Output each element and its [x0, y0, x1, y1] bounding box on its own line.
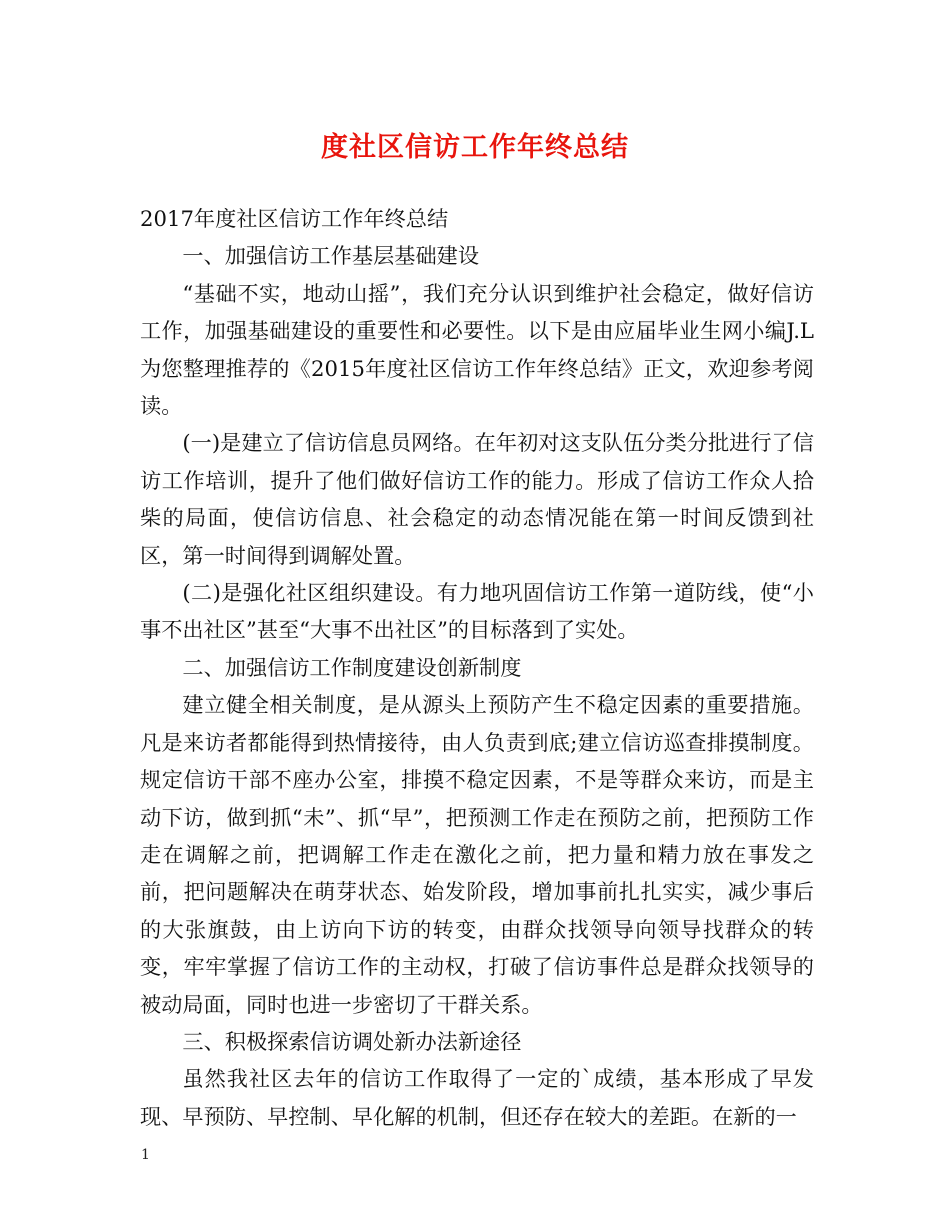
- section-heading-1: 一、加强信访工作基层基础建设: [182, 243, 480, 269]
- paragraph: “基础不实，地动山摇”，我们充分认识到维护社会稳定，做好信访工作，加强基础建设的重要性和必要性。以下是由应届毕业生网小编J.L为您整理推荐的《2015年度社区信访工作年终总结》正文，欢迎参考阅读。: [140, 280, 814, 419]
- paragraph: (二)是强化社区组织建设。有力地巩固信访工作第一道防线，使“小事不出社区”甚至“大事不出社区”的目标落到了实处。: [140, 580, 814, 643]
- document-body: [140, 200, 814, 1135]
- paragraph: (一)是建立了信访信息员网络。在年初对这支队伍分类分批进行了信访工作培训，提升了他们做好信访工作的能力。形成了信访工作众人拾柴的局面，使信访信息、社会稳定的动态情况能在第一时间反馈到社区，第一时间得到调解处置。: [140, 430, 814, 568]
- section-heading-3: 三、积极探索信访调处新办法新途径: [182, 1028, 522, 1054]
- paragraph: 建立健全相关制度，是从源头上预防产生不稳定因素的重要措施。凡是来访者都能得到热情接待，由人负责到底;建立信访巡查排摸制度。规定信访干部不座办公室，排摸不稳定因素，不是等群众来访，而是主动下访，做到抓“未”、抓“早”，把预测工作走在预防之前，把预防工作走在调解之前，把调解工作走在激化之前，把力量和精力放在事发之前，把问题解决在萌芽状态、始发阶段，增加事前扎扎实实，减少事后的大张旗鼓，由上访向下访的转变，由群众找领导向领导找群众的转变，牢牢掌握了信访工作的主动权，打破了信访事件总是群众找领导的被动局面，同时也进一步密切了干群关系。: [140, 692, 814, 1017]
- paragraph-heading-year: 2017年度社区信访工作年终总结: [140, 206, 449, 231]
- paragraph: 虽然我社区去年的信访工作取得了一定的`成绩，基本形成了早发现、早预防、早控制、早化解的机制，但还存在较大的差距。在新的一: [140, 1066, 814, 1129]
- section-heading-2: 二、加强信访工作制度建设创新制度: [182, 654, 522, 680]
- document-title: 度社区信访工作年终总结: [321, 132, 629, 163]
- page-number: 1: [141, 1147, 150, 1163]
